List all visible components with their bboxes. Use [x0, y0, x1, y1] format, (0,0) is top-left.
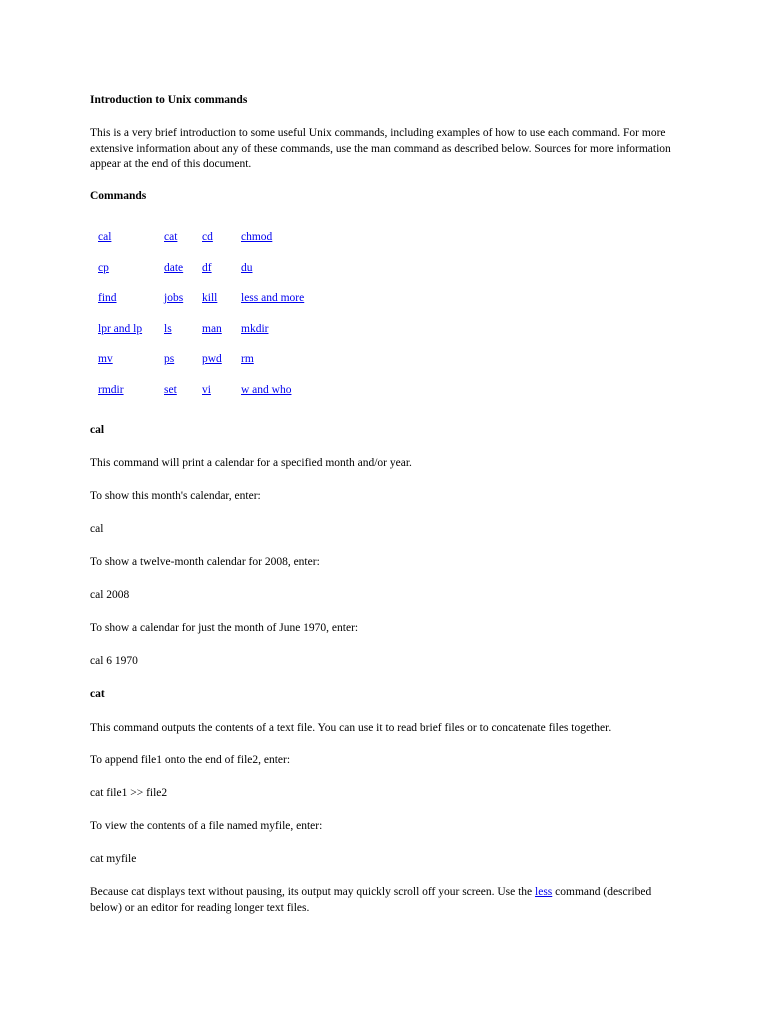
less-link[interactable]: less: [535, 886, 553, 898]
cat-example2-command: cat myfile: [90, 853, 137, 865]
command-link-w-and-who[interactable]: w and who: [241, 384, 292, 396]
commands-heading: Commands: [90, 190, 147, 202]
command-link-ps[interactable]: ps: [164, 353, 175, 365]
command-link-vi[interactable]: vi: [202, 384, 211, 396]
command-link-df[interactable]: df: [202, 262, 212, 274]
cat-heading: cat: [90, 688, 105, 700]
cal-example3-command: cal 6 1970: [90, 655, 138, 667]
cal-example2-command: cal 2008: [90, 589, 130, 601]
command-link-cat[interactable]: cat: [164, 231, 178, 243]
cat-note-text-after: command (described below) or an editor for reading longer text files.: [90, 886, 652, 914]
command-link-mv[interactable]: mv: [98, 353, 113, 365]
command-link-man[interactable]: man: [202, 323, 222, 335]
cat-example1-text: To append file1 onto the end of file2, enter:: [90, 754, 291, 766]
cal-description: This command will print a calendar for a specified month and/or year.: [90, 457, 412, 469]
command-link-date[interactable]: date: [164, 262, 184, 274]
cat-description: This command outputs the contents of a text file. You can use it to read brief files or to concatenate files together.: [90, 722, 612, 734]
command-link-cd[interactable]: cd: [202, 231, 213, 243]
command-link-cp[interactable]: cp: [98, 262, 109, 274]
command-link-mkdir[interactable]: mkdir: [241, 323, 269, 335]
command-link-pwd[interactable]: pwd: [202, 353, 222, 365]
command-link-cal[interactable]: cal: [98, 231, 112, 243]
command-link-rmdir[interactable]: rmdir: [98, 384, 124, 396]
cat-example2-text: To view the contents of a file named myfile, enter:: [90, 820, 323, 832]
intro-paragraph: This is a very brief introduction to some useful Unix commands, including examples of how to use each command. For more extensive information about any of these commands, use the man command as described below. Sources for more information appear at the end of this document.: [90, 127, 671, 170]
cal-example1-command: cal: [90, 523, 104, 535]
cal-example2-text: To show a twelve-month calendar for 2008, enter:: [90, 556, 320, 568]
command-link-lpr-and-lp[interactable]: lpr and lp: [98, 323, 143, 335]
command-link-kill[interactable]: kill: [202, 292, 218, 304]
command-link-less-and-more[interactable]: less and more: [241, 292, 305, 304]
cal-heading: cal: [90, 424, 105, 436]
cal-example3-text: To show a calendar for just the month of June 1970, enter:: [90, 622, 359, 634]
command-link-du[interactable]: du: [241, 262, 253, 274]
command-link-set[interactable]: set: [164, 384, 177, 396]
cat-note-text-before: Because cat displays text without pausing, its output may quickly scroll off your screen. Use the: [90, 886, 536, 898]
cat-example1-command: cat file1 >> file2: [90, 787, 168, 799]
command-link-find[interactable]: find: [98, 292, 117, 304]
command-link-ls[interactable]: ls: [164, 323, 172, 335]
command-link-chmod[interactable]: chmod: [241, 231, 273, 243]
cal-example1-text: To show this month's calendar, enter:: [90, 490, 261, 502]
cat-note-paragraph: [90, 885, 680, 916]
command-link-rm[interactable]: rm: [241, 353, 254, 365]
page-title: Introduction to Unix commands: [90, 94, 248, 106]
command-link-jobs[interactable]: jobs: [164, 292, 184, 304]
